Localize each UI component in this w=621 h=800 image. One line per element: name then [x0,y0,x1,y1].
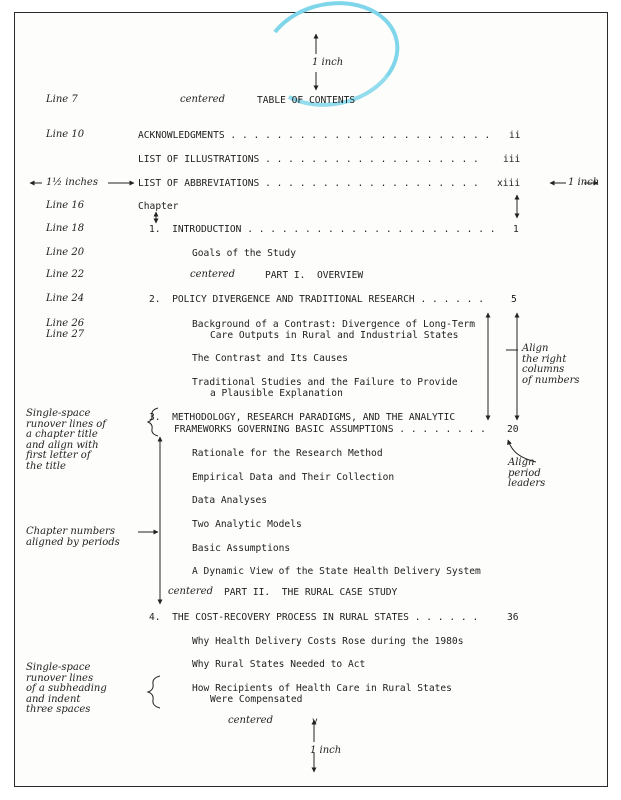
toc-page-acknowledgments: ii [509,130,521,141]
left-margin-label: 1½ inches [46,177,98,188]
toc-subheading: Goals of the Study [192,248,296,259]
centered-label: centered [168,586,213,597]
toc-subheading: Why Rural States Needed to Act [192,659,366,670]
single-space-chapter-note: Single-space runover lines of a chapter title and align with first letter of the title [26,408,106,472]
toc-subheading: Why Health Delivery Costs Rose during the 1980s [192,636,464,647]
toc-subheading: A Dynamic View of the State Health Delivery System [192,566,481,577]
toc-subheading: Basic Assumptions [192,543,291,554]
toc-page-chapter-3: 20 [507,424,519,435]
toc-title: TABLE OF CONTENTS [257,95,356,106]
toc-part-2: PART II. THE RURAL CASE STUDY [224,587,398,598]
toc-subheading: Data Analyses [192,495,268,506]
toc-subheading: Rationale for the Research Method [192,448,383,459]
toc-page-chapter-4: 36 [507,612,519,623]
toc-subheading-runover: Care Outputs in Rural and Industrial States [210,330,459,341]
line-10-label: Line 10 [46,129,85,140]
align-columns-note: Align the right columns of numbers [522,343,580,386]
toc-subheading-runover: a Plausible Explanation [210,388,343,399]
line-22-label: Line 22 [46,269,85,280]
right-margin-label: 1 inch [568,177,600,188]
toc-subheading: Background of a Contrast: Divergence of Long-Term [192,319,476,330]
line-18-label: Line 18 [46,223,85,234]
bottom-margin-label: 1 inch [310,745,342,756]
toc-chapter-2: 2. POLICY DIVERGENCE AND TRADITIONAL RESEARCH . . . . . . [149,294,485,305]
toc-subheading: The Contrast and Its Causes [192,353,348,364]
centered-label: centered [228,715,273,726]
toc-subheading-runover: Were Compensated [210,694,303,705]
toc-chapter-1: 1. INTRODUCTION . . . . . . . . . . . . . . . . . . . . . . [149,224,496,235]
toc-page-illustrations: iii [503,154,521,165]
chapter-numbers-note: Chapter numbers aligned by periods [26,526,120,548]
toc-entry-acknowledgments: ACKNOWLEDGMENTS . . . . . . . . . . . . . . . . . . . . . . . [138,130,491,141]
toc-entry-abbreviations: LIST OF ABBREVIATIONS . . . . . . . . . . . . . . . . . . . [138,178,479,189]
centered-label: centered [190,269,235,280]
toc-chapter-3: 3. METHODOLOGY, RESEARCH PARADIGMS, AND THE ANALYTIC [149,412,456,423]
toc-page-chapter-2: 5 [511,294,517,305]
centered-label: centered [180,94,225,105]
toc-entry-illustrations: LIST OF ILLUSTRATIONS . . . . . . . . . . . . . . . . . . . [138,154,479,165]
top-margin-label: 1 inch [312,57,344,68]
line-7-label: Line 7 [46,94,78,105]
line-16-label: Line 16 [46,200,85,211]
line-26-label: Line 26 [46,318,85,329]
page-number: v [312,716,318,727]
toc-part-1: PART I. OVERVIEW [265,270,364,281]
toc-chapter-3-runover: FRAMEWORKS GOVERNING BASIC ASSUMPTIONS . . . . . . . . [174,424,486,435]
toc-subheading: Empirical Data and Their Collection [192,472,395,483]
single-space-subheading-note: Single-space runover lines of a subheading and indent three spaces [26,662,107,715]
chapter-label: Chapter [138,201,179,212]
toc-page-abbreviations: xiii [497,178,521,189]
align-period-note: Align period leaders [508,457,546,489]
toc-page-chapter-1: 1 [513,224,519,235]
line-24-label: Line 24 [46,293,85,304]
toc-subheading: How Recipients of Health Care in Rural States [192,683,452,694]
line-20-label: Line 20 [46,247,85,258]
line-27-label: Line 27 [46,329,85,340]
toc-chapter-4: 4. THE COST-RECOVERY PROCESS IN RURAL STATES . . . . . . [149,612,479,623]
subheading-brace [148,676,160,708]
toc-subheading: Traditional Studies and the Failure to Provide [192,377,458,388]
toc-subheading: Two Analytic Models [192,519,302,530]
